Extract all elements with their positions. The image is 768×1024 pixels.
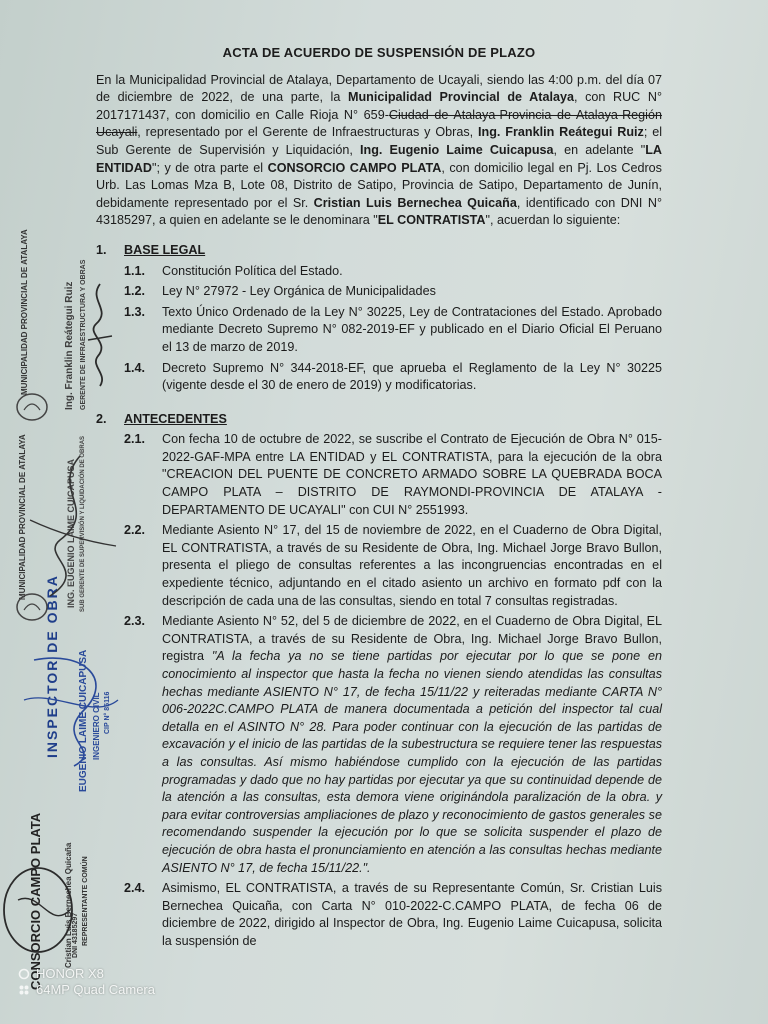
consortium-stamp: CONSORCIO CAMPO PLATA (28, 812, 43, 990)
list-item (96, 880, 662, 950)
intro-paragraph (96, 72, 662, 230)
el-contratista-label: EL CONTRATISTA (377, 213, 486, 228)
item-text: Asimismo, EL CONTRATISTA, a través de su Representante Común, Sr. Cristian Luis Bernechea Quicaña, con Carta N° 010-2022-C.CAMPO PLATA, de fecha 06 de diciembre de 2022, dirigido al Inspector de Obra, Ing. Eugenio Laime Cuicapusa, solicita la suspensión de (162, 881, 662, 948)
list-item (96, 304, 662, 357)
inspector-stamp-profession: INGENIERO CIVIL (92, 692, 101, 760)
item-number: 2.4. (124, 881, 146, 896)
municipality-stamp: MUNICIPALIDAD PROVINCIAL DE ATALAYA (20, 229, 29, 395)
intro-text: En la Municipalidad Provincial de Atalaya, Departamento de Ucayali, siendo las 4:00 p.m. del día 07 de diciembre de 2022, de una parte, la (96, 72, 662, 105)
item-number: 2.1. (124, 432, 146, 447)
item-text: Constitución Política del Estado. (162, 263, 343, 278)
intro-text: ", acuerdan lo siguiente: (485, 213, 621, 228)
struck-text: Ciudad de Atalaya-Provincia de Atalaya-Región Ucayali (96, 107, 662, 140)
consortium-name: CONSORCIO CAMPO PLATA (267, 160, 442, 175)
representative-stamp-dni: DNI 43185297 (72, 912, 79, 958)
intro-text: , con domicilio legal en Pj. Los Cedros Urb. Las Lomas Mza B, Lote 08, Distrito de Satipo, Provincia de Satipo, Departamento de Junín, debidamente representado por el Sr. (96, 160, 662, 210)
intro-text: , identificado con DNI N° 43185297, a quien en adelante se le denominara " (96, 195, 663, 228)
item-text: Decreto Supremo N° 344-2018-EF, que aprueba el Reglamento de la Ley N° 30225 (vigente desde el 30 de enero de 2019) y modificatorias. (162, 360, 662, 393)
intro-text: ; el Sub Gerente de Supervisión y Liquidación, (96, 125, 662, 157)
item-number: 1.3. (124, 304, 146, 319)
inspector-stamp-name: EUGENIO LAIME CUICAPUSA (78, 649, 89, 792)
subgerente-stamp-title: SUB GERENTE DE SUPERVISIÓN Y LIQUIDACIÓN DE OBRAS (80, 435, 86, 612)
municipality-seal-icon (12, 390, 52, 424)
representative-name: Cristian Luis Bernechea Quicaña (313, 195, 517, 210)
list-item (96, 283, 662, 301)
camera-ring-icon (18, 968, 30, 980)
watermark-row (18, 966, 155, 982)
item-number: 2.2. (124, 523, 146, 538)
camera-dots-icon (18, 984, 30, 996)
item-number: 2.3. (124, 614, 146, 629)
subgerente-stamp-name: ING. EUGENIO LAIME CUICAPUSA (66, 458, 76, 608)
item-number: 1.4. (124, 360, 146, 375)
watermark-row (18, 982, 155, 998)
list-item (96, 263, 662, 281)
representative-stamp-title: REPRESENTANTE COMÚN (82, 856, 89, 946)
item-number: 1.1. (124, 263, 146, 278)
section-heading (96, 411, 662, 429)
section-number: 2. (96, 411, 107, 426)
section-heading (96, 242, 662, 260)
inspector-stamp: INSPECTOR DE OBRA (44, 574, 60, 758)
inspector-stamp-cip: CIP N° 85116 (104, 691, 111, 734)
watermark-camera: 64MP Quad Camera (36, 982, 155, 997)
document-body (96, 44, 662, 951)
watermark-device: HONOR X8 (36, 966, 104, 981)
quoted-text: "A la fecha ya no se tiene partidas por ejecutar por lo que se pone en conocimiento al inspector que hasta la fecha no vienen siendo atendidas las consultas hechas mediante ASIENTO N° 17, de fecha 15/11/22 y reiteradas mediante CARTA N° 006-2022C.CAMPO PLATA de manera documentada a petición del inspector tal cual detalla en el ASINTO N° 28. Para poder continuar con la ejecución de las partidas de excavación y el inicio de las partidas de la subestructura se requiere tener las respuestas a las consultas. Así mismo habiéndose cumplido con la ejecución de las partidas programadas y dado que no hay partidas por ejecutar ya que su continuidad depende de la atención a las consultas, esta demora viene originándola paralización de la obra. y para evitar controversias ampliaciones de plazo y reconocimiento de gastos generales se recomendando suspender la ejecución por lo que se solicita suspender el plazo de ejecución de obra hasta el pronunciamiento en atención a las consultas hechas mediante ASIENTO N° 17, de fecha 15/11/22.". (162, 649, 662, 875)
subgerente-name: Ing. Eugenio Laime Cuicapusa (360, 142, 554, 157)
intro-text: "; y de otra parte el (151, 160, 268, 175)
la-entidad-label: LA ENTIDAD (96, 142, 663, 175)
manager-name: Ing. Franklin Reátegui Ruiz (478, 125, 644, 140)
intro-text: , representado por el Gerente de Infraestructuras y Obras, (137, 125, 479, 140)
section-base-legal (96, 242, 662, 395)
item-lead-text: Mediante Asiento N° 52, del 5 de diciembre de 2022, en el Cuaderno de Obra Digital, EL CONTRATISTA, a través de su Residente de Obra, Ing. Michael Jorge Bravo Bullon, registra (162, 614, 662, 664)
item-text: Texto Único Ordenado de la Ley N° 30225, Ley de Contrataciones del Estado. Aprobado mediante Decreto Supremo N° 082-2019-EF y publicado en el Diario Oficial El Peruano el 13 de marzo de 2019. (162, 304, 662, 354)
section-title: BASE LEGAL (124, 242, 206, 257)
list-item (96, 613, 662, 877)
municipality-stamp: MUNICIPALIDAD PROVINCIAL DE ATALAYA (18, 434, 27, 600)
manager-stamp-title: GERENTE DE INFRAESTRUCTURA Y OBRAS (80, 259, 87, 410)
section-title: ANTECEDENTES (124, 411, 227, 426)
representative-stamp-name: Cristian Luis Bernechea Quicaña (64, 842, 73, 968)
intro-text: , con RUC N° 2017171437, con domicilio en Calle Rioja N° 659- (96, 90, 662, 122)
entity-name: Municipalidad Provincial de Atalaya (347, 90, 574, 105)
camera-watermark (18, 966, 155, 998)
section-antecedentes (96, 411, 662, 951)
intro-text: , en adelante " (553, 142, 646, 157)
list-item (96, 522, 662, 610)
item-text: Ley N° 27972 - Ley Orgánica de Municipalidades (162, 284, 436, 299)
document-title: ACTA DE ACUERDO DE SUSPENSIÓN DE PLAZO (222, 45, 536, 60)
manager-stamp-name: Ing. Franklin Reátegui Ruiz (64, 281, 75, 410)
item-text (162, 613, 662, 877)
section-number: 1. (96, 242, 107, 257)
list-item (96, 431, 662, 519)
item-number: 1.2. (124, 284, 146, 299)
list-item (96, 360, 662, 395)
item-text: Con fecha 10 de octubre de 2022, se suscribe el Contrato de Ejecución de Obra N° 015-2022-GAF-MPA entre LA ENTIDAD y EL CONTRATISTA, para la ejecución de la obra "CREACION DEL PUENTE DE CONCRETO ARMADO SOBRE LA QUEBRADA BOCA CAMPO PLATA – DISTRITO DE RAYMONDI-PROVINCIA DE ATALAYA -DEPARTAMENTO DE UCAYALI" con CUI N° 2551993. (162, 432, 662, 517)
item-text: Mediante Asiento N° 17, del 15 de noviembre de 2022, en el Cuaderno de Obra Digital, EL CONTRATISTA, a través de su Residente de Obra, Ing. Michael Jorge Bravo Bullon, presenta el pliego de consultas referentes a las incongruencias encontradas en el expediente técnico, adjuntando en el citado asiento un archivo en formato pdf con la descripción de cada una de las consultas, siendo en total 7 consultas registradas. (162, 523, 662, 608)
